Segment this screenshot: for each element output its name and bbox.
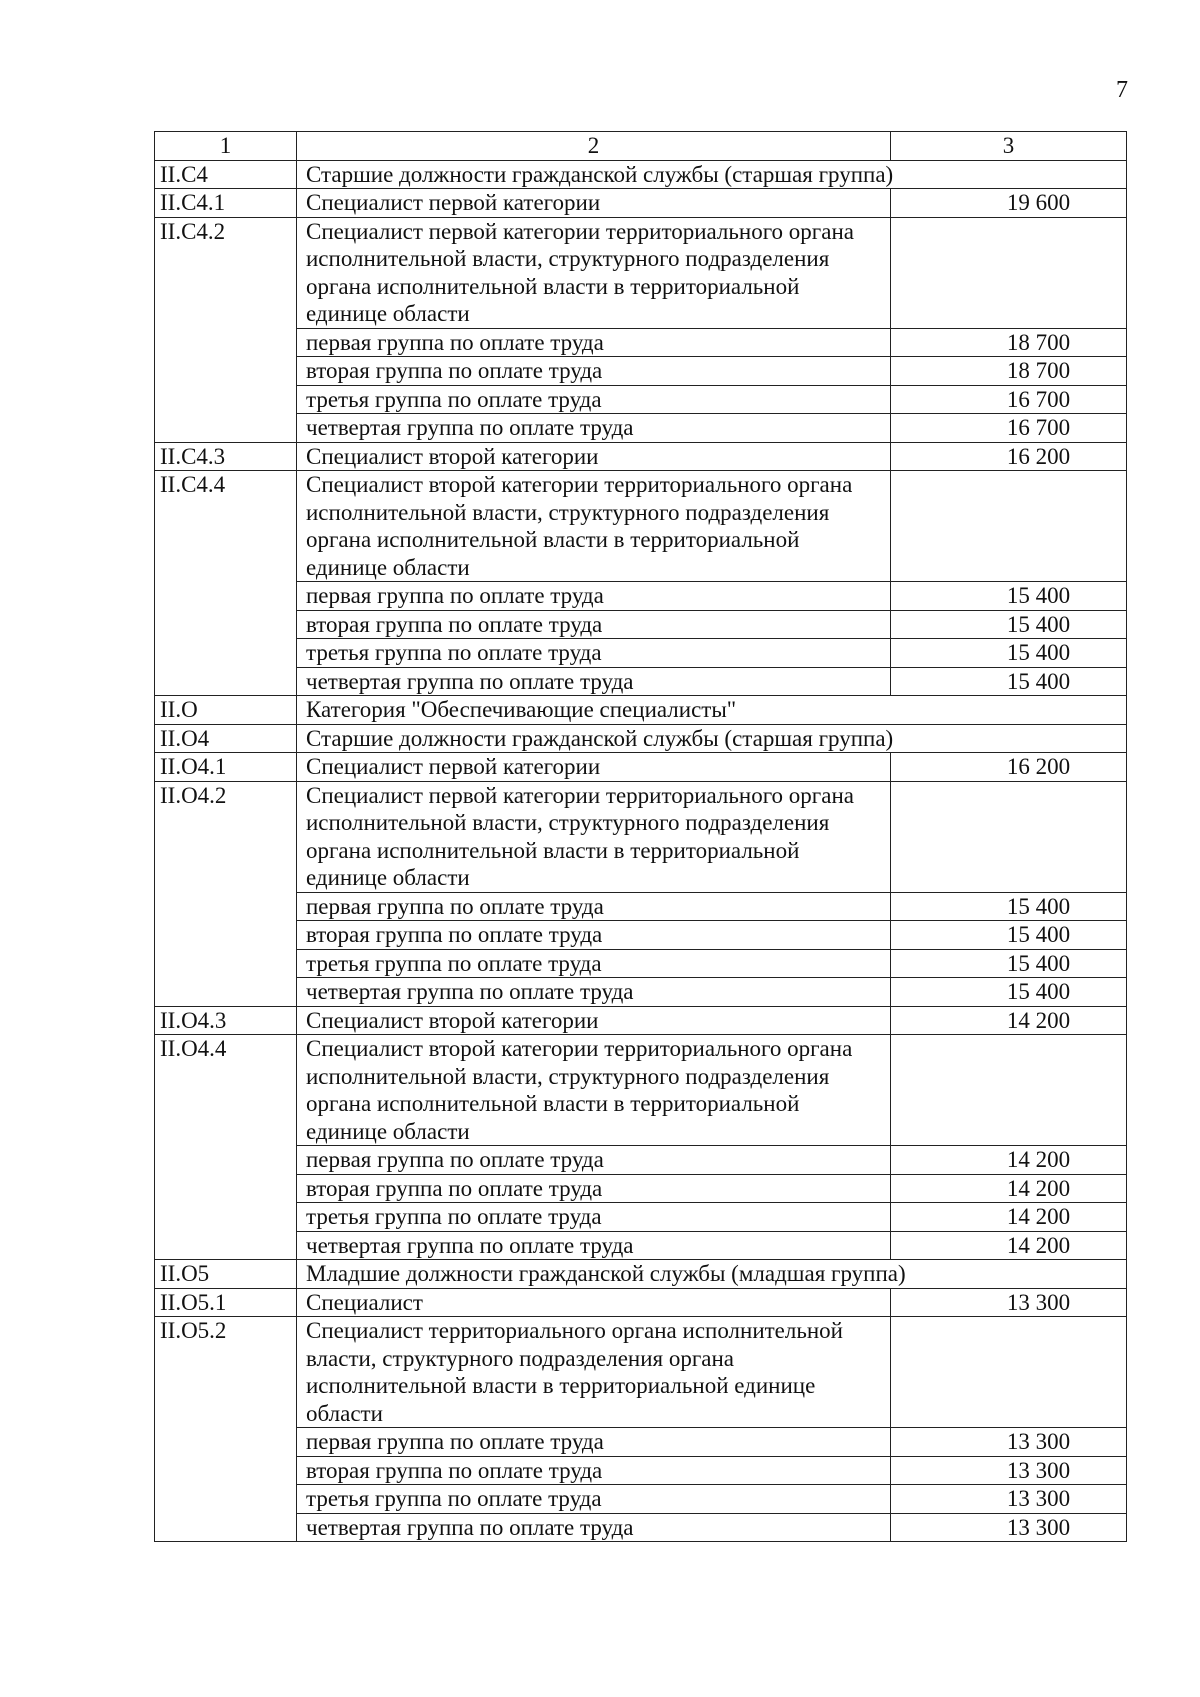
row-code-empty bbox=[155, 949, 297, 978]
row-code: II.О4.4 bbox=[155, 1035, 297, 1146]
row-code: II.С4.2 bbox=[155, 217, 297, 328]
row-code: II.С4.1 bbox=[155, 189, 297, 218]
row-name: Специалист первой категории bbox=[297, 189, 891, 218]
row-code-empty bbox=[155, 414, 297, 443]
row-amount: 16 200 bbox=[891, 442, 1127, 471]
row-name: Специалист первой категории территориального органа исполнительной власти, структурного подразделения органа исполнительной власти в территориальной единице области bbox=[297, 781, 891, 892]
table-subrow bbox=[155, 610, 1127, 639]
row-amount bbox=[891, 1035, 1127, 1146]
table-subrow bbox=[155, 414, 1127, 443]
subrow-amount: 15 400 bbox=[891, 667, 1127, 696]
table-subrow bbox=[155, 1428, 1127, 1457]
table-row bbox=[155, 724, 1127, 753]
table-subrow bbox=[155, 1203, 1127, 1232]
row-code-empty bbox=[155, 921, 297, 950]
table-header-row bbox=[155, 132, 1127, 161]
table-row bbox=[155, 1006, 1127, 1035]
row-code-empty bbox=[155, 357, 297, 386]
subrow-amount: 13 300 bbox=[891, 1456, 1127, 1485]
table-subrow bbox=[155, 892, 1127, 921]
subrow-name: первая группа по оплате труда bbox=[297, 1146, 891, 1175]
subrow-amount: 16 700 bbox=[891, 385, 1127, 414]
table-row bbox=[155, 781, 1127, 892]
subrow-amount: 13 300 bbox=[891, 1485, 1127, 1514]
table-subrow bbox=[155, 978, 1127, 1007]
subrow-amount: 14 200 bbox=[891, 1203, 1127, 1232]
row-amount bbox=[891, 1317, 1127, 1428]
subrow-name: третья группа по оплате труда bbox=[297, 949, 891, 978]
subrow-amount: 13 300 bbox=[891, 1513, 1127, 1542]
table-row bbox=[155, 189, 1127, 218]
row-code-empty bbox=[155, 385, 297, 414]
table-subrow bbox=[155, 582, 1127, 611]
row-code: II.О5.2 bbox=[155, 1317, 297, 1428]
table-subrow bbox=[155, 1485, 1127, 1514]
table-subrow bbox=[155, 949, 1127, 978]
row-code: II.О bbox=[155, 696, 297, 725]
subrow-name: первая группа по оплате труда bbox=[297, 328, 891, 357]
row-code-empty bbox=[155, 1456, 297, 1485]
row-code-empty bbox=[155, 582, 297, 611]
row-amount: 13 300 bbox=[891, 1288, 1127, 1317]
subrow-amount: 14 200 bbox=[891, 1174, 1127, 1203]
subrow-name: первая группа по оплате труда bbox=[297, 582, 891, 611]
subrow-amount: 15 400 bbox=[891, 921, 1127, 950]
table-subrow bbox=[155, 1231, 1127, 1260]
row-code: II.О4 bbox=[155, 724, 297, 753]
row-code: II.О5 bbox=[155, 1260, 297, 1289]
subrow-amount: 15 400 bbox=[891, 639, 1127, 668]
row-amount bbox=[891, 471, 1127, 582]
row-code-empty bbox=[155, 610, 297, 639]
row-code: II.О5.1 bbox=[155, 1288, 297, 1317]
subrow-name: третья группа по оплате труда bbox=[297, 1485, 891, 1514]
subrow-amount: 15 400 bbox=[891, 949, 1127, 978]
table-subrow bbox=[155, 385, 1127, 414]
row-title: Категория "Обеспечивающие специалисты" bbox=[297, 696, 1127, 725]
row-code-empty bbox=[155, 1231, 297, 1260]
row-amount: 14 200 bbox=[891, 1006, 1127, 1035]
row-code: II.С4 bbox=[155, 160, 297, 189]
subrow-name: четвертая группа по оплате труда bbox=[297, 978, 891, 1007]
page-number: 7 bbox=[1116, 77, 1128, 103]
subrow-amount: 13 300 bbox=[891, 1428, 1127, 1457]
row-code-empty bbox=[155, 1174, 297, 1203]
subrow-amount: 18 700 bbox=[891, 357, 1127, 386]
column-header-3: 3 bbox=[891, 132, 1127, 161]
row-code-empty bbox=[155, 328, 297, 357]
row-name: Специалист второй категории территориального органа исполнительной власти, структурного подразделения органа исполнительной власти в территориальной единице области bbox=[297, 1035, 891, 1146]
table-row bbox=[155, 1260, 1127, 1289]
subrow-amount: 16 700 bbox=[891, 414, 1127, 443]
row-code: II.С4.4 bbox=[155, 471, 297, 582]
row-code-empty bbox=[155, 1513, 297, 1542]
row-name: Специалист территориального органа исполнительной власти, структурного подразделения органа исполнительной власти в территориальной единице области bbox=[297, 1317, 891, 1428]
table-subrow bbox=[155, 1513, 1127, 1542]
row-code: II.О4.2 bbox=[155, 781, 297, 892]
row-code: II.С4.3 bbox=[155, 442, 297, 471]
table-body bbox=[155, 132, 1127, 1542]
table-row bbox=[155, 160, 1127, 189]
subrow-amount: 15 400 bbox=[891, 978, 1127, 1007]
row-amount: 16 200 bbox=[891, 753, 1127, 782]
table-subrow bbox=[155, 1456, 1127, 1485]
table-subrow bbox=[155, 667, 1127, 696]
row-amount bbox=[891, 781, 1127, 892]
salary-table bbox=[154, 131, 1127, 1542]
subrow-name: вторая группа по оплате труда bbox=[297, 610, 891, 639]
row-name: Специалист первой категории территориального органа исполнительной власти, структурного подразделения органа исполнительной власти в территориальной единице области bbox=[297, 217, 891, 328]
subrow-name: третья группа по оплате труда bbox=[297, 639, 891, 668]
row-code-empty bbox=[155, 978, 297, 1007]
table-row bbox=[155, 753, 1127, 782]
row-amount: 19 600 bbox=[891, 189, 1127, 218]
row-title: Старшие должности гражданской службы (старшая группа) bbox=[297, 724, 1127, 753]
subrow-amount: 15 400 bbox=[891, 610, 1127, 639]
row-code-empty bbox=[155, 1428, 297, 1457]
subrow-name: четвертая группа по оплате труда bbox=[297, 414, 891, 443]
table-row bbox=[155, 442, 1127, 471]
row-name: Специалист второй категории территориального органа исполнительной власти, структурного подразделения органа исполнительной власти в территориальной единице области bbox=[297, 471, 891, 582]
subrow-amount: 15 400 bbox=[891, 582, 1127, 611]
table-subrow bbox=[155, 639, 1127, 668]
column-header-1: 1 bbox=[155, 132, 297, 161]
row-code: II.О4.3 bbox=[155, 1006, 297, 1035]
table-row bbox=[155, 217, 1127, 328]
subrow-name: третья группа по оплате труда bbox=[297, 1203, 891, 1232]
row-code-empty bbox=[155, 1146, 297, 1175]
subrow-amount: 18 700 bbox=[891, 328, 1127, 357]
row-name: Специалист второй категории bbox=[297, 442, 891, 471]
table-row bbox=[155, 1317, 1127, 1428]
table-row bbox=[155, 696, 1127, 725]
row-amount bbox=[891, 217, 1127, 328]
subrow-name: первая группа по оплате труда bbox=[297, 1428, 891, 1457]
row-code-empty bbox=[155, 639, 297, 668]
subrow-name: четвертая группа по оплате труда bbox=[297, 1231, 891, 1260]
row-code-empty bbox=[155, 1203, 297, 1232]
table-subrow bbox=[155, 1174, 1127, 1203]
subrow-amount: 15 400 bbox=[891, 892, 1127, 921]
row-title: Старшие должности гражданской службы (старшая группа) bbox=[297, 160, 1127, 189]
subrow-name: вторая группа по оплате труда bbox=[297, 1174, 891, 1203]
row-code-empty bbox=[155, 667, 297, 696]
table-row bbox=[155, 471, 1127, 582]
table-subrow bbox=[155, 357, 1127, 386]
subrow-name: четвертая группа по оплате труда bbox=[297, 667, 891, 696]
row-title: Младшие должности гражданской службы (младшая группа) bbox=[297, 1260, 1127, 1289]
subrow-name: вторая группа по оплате труда bbox=[297, 921, 891, 950]
table-subrow bbox=[155, 1146, 1127, 1175]
subrow-name: четвертая группа по оплате труда bbox=[297, 1513, 891, 1542]
row-name: Специалист второй категории bbox=[297, 1006, 891, 1035]
row-code-empty bbox=[155, 1485, 297, 1514]
table-subrow bbox=[155, 921, 1127, 950]
subrow-amount: 14 200 bbox=[891, 1146, 1127, 1175]
subrow-name: первая группа по оплате труда bbox=[297, 892, 891, 921]
subrow-amount: 14 200 bbox=[891, 1231, 1127, 1260]
subrow-name: вторая группа по оплате труда bbox=[297, 1456, 891, 1485]
subrow-name: вторая группа по оплате труда bbox=[297, 357, 891, 386]
table-row bbox=[155, 1035, 1127, 1146]
row-code-empty bbox=[155, 892, 297, 921]
subrow-name: третья группа по оплате труда bbox=[297, 385, 891, 414]
row-code: II.О4.1 bbox=[155, 753, 297, 782]
table-subrow bbox=[155, 328, 1127, 357]
row-name: Специалист bbox=[297, 1288, 891, 1317]
column-header-2: 2 bbox=[297, 132, 891, 161]
row-name: Специалист первой категории bbox=[297, 753, 891, 782]
table-row bbox=[155, 1288, 1127, 1317]
